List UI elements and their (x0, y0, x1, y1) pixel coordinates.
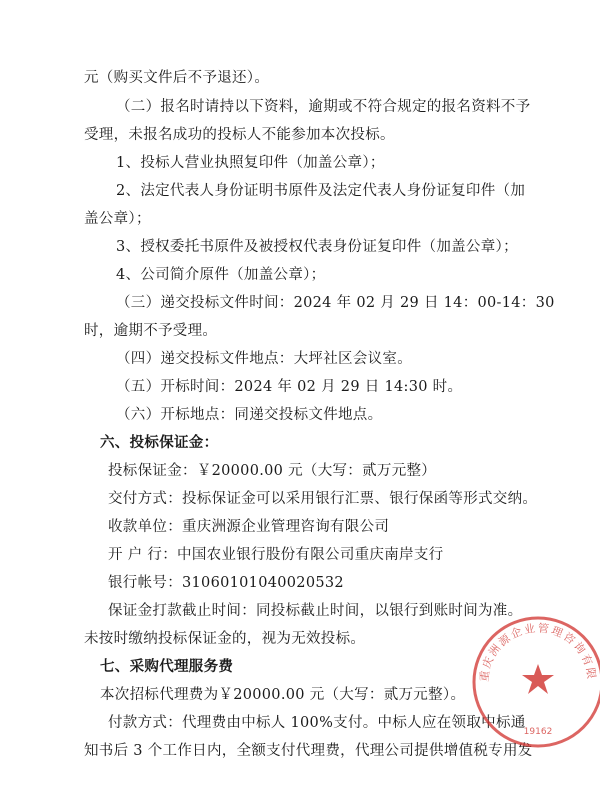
text-line: 本次招标代理费为￥20000.00 元（大写：贰万元整）。 (100, 687, 466, 703)
section-heading: 六、投标保证金： (100, 434, 219, 451)
text-line: 开 户 行：中国农业银行股份有限公司重庆南岸支行 (108, 547, 444, 563)
section-heading: 七、采购代理服务费 (100, 658, 234, 675)
text-line: （三）递交投标文件时间：2024 年 02 月 29 日 14：00-14：30 (116, 295, 555, 311)
text-line: 交付方式：投标保证金可以采用银行汇票、银行保函等形式交纳。 (108, 491, 538, 507)
text-line: 未按时缴纳投标保证金的，视为无效投标。 (84, 631, 366, 647)
seal-text: 重庆洲源企业管理咨询有限 (477, 621, 599, 683)
text-line: 收款单位：重庆洲源企业管理咨询有限公司 (108, 519, 390, 535)
text-line: 元（购买文件后不予退还）。 (84, 70, 270, 86)
text-line: 知书后 3 个工作日内，全额支付代理费，代理公司提供增值税专用发 (84, 743, 533, 759)
text-line: 投标保证金：￥20000.00 元（大写：贰万元整） (108, 463, 437, 479)
text-line: 2、法定代表人身份证明书原件及法定代表人身份证复印件（加 (116, 183, 526, 199)
svg-text:重庆洲源企业管理咨询有限公司 (468, 612, 598, 682)
seal-number: 19162 (523, 727, 553, 737)
seal-graphic (468, 612, 600, 752)
text-line: （二）报名时请持以下资料，逾期或不符合规定的报名资料不予 (116, 99, 531, 115)
text-line: 盖公章）； (84, 211, 151, 227)
text-line: 4、公司简介原件（加盖公章）； (116, 267, 326, 283)
text-line: （四）递交投标文件地点：大坪社区会议室。 (116, 351, 412, 367)
text-line: 保证金打款截止时间：同投标截止时间，以银行到账时间为准。 (108, 603, 523, 619)
text-line: 1、投标人营业执照复印件（加盖公章）； (116, 155, 385, 171)
text-line: 3、授权委托书原件及被授权代表身份证复印件（加盖公章）； (116, 239, 518, 255)
text-line: （五）开标时间：2024 年 02 月 29 日 14:30 时。 (116, 379, 463, 395)
text-line: 时，逾期不予受理。 (84, 323, 218, 339)
text-line: 付款方式：代理费由中标人 100%支付。中标人应在领取中标通 (108, 715, 526, 731)
text-line: 受理，未报名成功的投标人不能参加本次投标。 (84, 127, 395, 143)
text-line: （六）开标地点：同递交投标文件地点。 (116, 407, 383, 423)
company-seal (468, 612, 600, 752)
text-line: 银行帐号：31060101040020532 (108, 575, 344, 591)
